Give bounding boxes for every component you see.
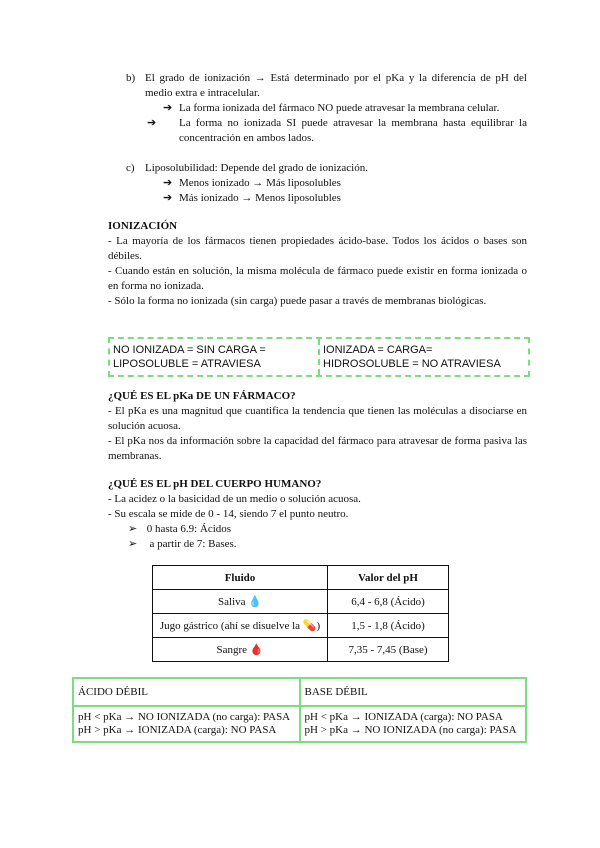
section-b-text: El grado de ionización → Está determinado por el pKa y la diferencia de pH del medio extra e intracelular. bbox=[145, 72, 527, 99]
ionized-summary: IONIZADA = CARGA= HIDROSOLUBLE = NO ATRAVIESA bbox=[318, 339, 528, 375]
table-row bbox=[153, 638, 449, 662]
column-header: BASE DÉBIL bbox=[300, 678, 527, 706]
table-row bbox=[153, 590, 449, 614]
paragraph: - Sólo la forma no ionizada (sin carga) puede pasar a través de membranas biológicas. bbox=[108, 295, 487, 307]
paragraph: - Cuando están en solución, la misma molécula de fármaco puede existir en forma ionizada o en forma no ionizada. bbox=[108, 265, 527, 292]
ionizacion-body bbox=[108, 234, 527, 309]
heading-ionizacion: IONIZACIÓN bbox=[108, 220, 178, 232]
table-row bbox=[153, 614, 449, 638]
column-header: Fluido bbox=[153, 566, 328, 590]
pill-icon: 💊 bbox=[302, 620, 317, 632]
heading-pka: ¿QUÉ ES EL pKa DE UN FÁRMACO? bbox=[108, 390, 296, 402]
paragraph: - La acidez o la basicidad de un medio o solución acuosa. bbox=[108, 493, 361, 505]
ph-bullet: ➢ 0 hasta 6.9: Ácidos bbox=[128, 523, 232, 535]
section-c-bullet: ➔ Más ionizado → Menos liposolubles bbox=[163, 192, 341, 204]
list-marker-c: c) bbox=[126, 162, 135, 174]
section-c-text: Liposolubilidad: Depende del grado de ionización. bbox=[145, 162, 368, 174]
non-ionized-summary: NO IONIZADA = SIN CARGA = LIPOSOLUBLE = ATRAVIESA bbox=[113, 344, 266, 370]
ph-bullet: ➢ a partir de 7: Bases. bbox=[128, 538, 237, 550]
acid-cell: pH < pKa → NO IONIZADA (no carga): PASA pH > pKa → IONIZADA (carga): NO PASA bbox=[73, 706, 300, 742]
ph-body bbox=[108, 492, 527, 552]
arrow-icon: ➔ bbox=[163, 102, 173, 114]
ph-value-cell: 1,5 - 1,8 (Ácido) bbox=[328, 614, 449, 638]
pka-body bbox=[108, 404, 527, 464]
arrowhead-icon: ➢ bbox=[128, 523, 138, 535]
droplet-icon: 💧 bbox=[248, 596, 262, 608]
fluid-cell: Jugo gástrico (ahí se disuelve la 💊) bbox=[153, 614, 328, 638]
arrow-icon: ➔ bbox=[147, 117, 157, 129]
paragraph: - El pKa nos da información sobre la capacidad del fármaco para atravesar de forma pasiva las membranas. bbox=[108, 435, 527, 462]
section-c-bullet: ➔ Menos ionizado → Más liposolubles bbox=[163, 177, 341, 189]
section-b-bullet: ➔ La forma no ionizada SI puede atravesar la membrana hasta equilibrar la concentración en ambos lados. bbox=[147, 117, 527, 144]
ionization-summary-box bbox=[108, 337, 530, 377]
acid-base-table bbox=[72, 677, 527, 743]
arrowhead-icon: ➢ bbox=[128, 538, 138, 550]
base-cell: pH < pKa → IONIZADA (carga): NO PASA pH > pKa → NO IONIZADA (no carga): PASA bbox=[300, 706, 527, 742]
fluid-cell: Sangre 🩸 bbox=[153, 638, 328, 662]
fluid-cell: Saliva 💧 bbox=[153, 590, 328, 614]
heading-ph: ¿QUÉ ES EL pH DEL CUERPO HUMANO? bbox=[108, 478, 322, 490]
fluid-ph-table bbox=[152, 565, 449, 662]
blood-drop-icon: 🩸 bbox=[249, 644, 264, 656]
column-header: Valor del pH bbox=[328, 566, 449, 590]
list-marker-b: b) bbox=[126, 72, 136, 84]
column-header: ÁCIDO DÉBIL bbox=[73, 678, 300, 706]
paragraph: - Su escala se mide de 0 - 14, siendo 7 el punto neutro. bbox=[108, 508, 349, 520]
table-row bbox=[73, 706, 526, 742]
arrow-icon: ➔ bbox=[163, 177, 173, 189]
section-b-bullet: ➔ La forma ionizada del fármaco NO puede atravesar la membrana celular. bbox=[163, 102, 500, 114]
paragraph: - La mayoría de los fármacos tienen propiedades ácido-base. Todos los ácidos o bases son débiles. bbox=[108, 235, 527, 262]
paragraph: - El pKa es una magnitud que cuantifica la tendencia que tienen las moléculas a disociarse en solución acuosa. bbox=[108, 405, 527, 432]
arrow-icon: ➔ bbox=[163, 192, 173, 204]
ph-value-cell: 6,4 - 6,8 (Ácido) bbox=[328, 590, 449, 614]
ph-value-cell: 7,35 - 7,45 (Base) bbox=[328, 638, 449, 662]
